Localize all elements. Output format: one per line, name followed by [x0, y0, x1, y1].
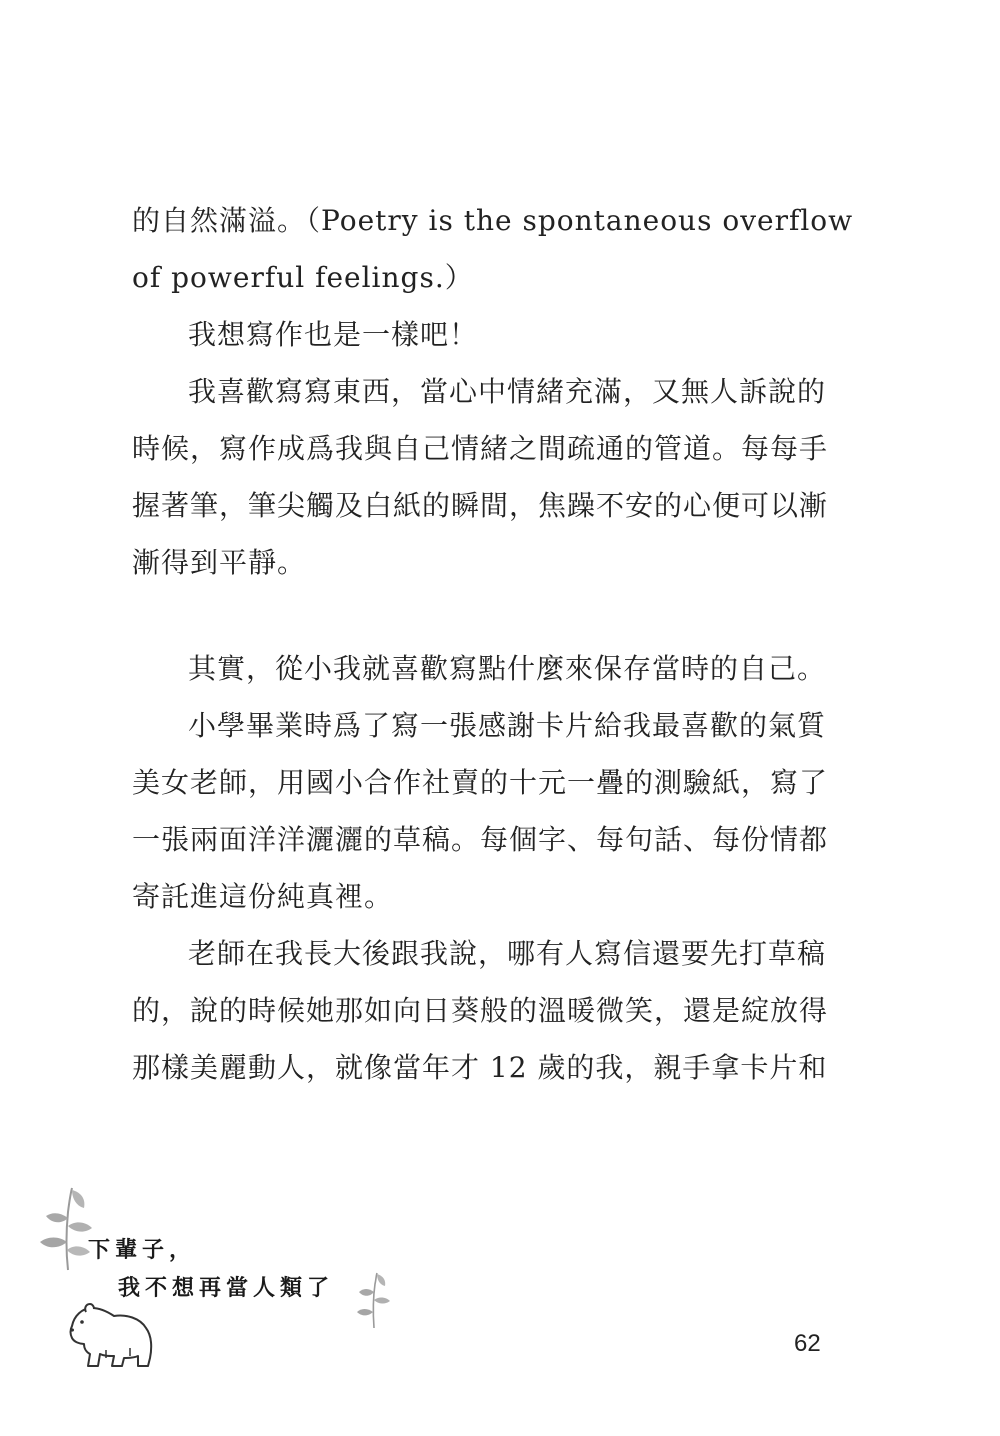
text-line: 其實，從小我就喜歡寫點什麼來保存當時的自己。: [188, 652, 827, 685]
text-line: 的自然滿溢。（Poetry is the spontaneous overflow: [132, 204, 854, 237]
text-line: 老師在我長大後跟我說，哪有人寫信還要先打草稿: [188, 937, 827, 970]
book-title-line-2: 我不想再當人類了: [118, 1276, 335, 1301]
text-line: 漸得到平靜。: [132, 546, 307, 579]
text-line: 時候，寫作成爲我與自己情緒之間疏通的管道。每每手: [132, 432, 829, 465]
text-line: of powerful feelings.）: [132, 261, 474, 294]
polar-bear-icon: [64, 1300, 160, 1372]
text-line: 我喜歡寫寫東西，當心中情緒充滿，又無人訴說的: [188, 375, 827, 408]
text-line: 那樣美麗動人，就像當年才 12 歲的我，親手拿卡片和: [132, 1051, 828, 1084]
text-line: 握著筆，筆尖觸及白紙的瞬間，焦躁不安的心便可以漸: [132, 489, 829, 522]
text-line: 寄託進這份純真裡。: [132, 880, 394, 913]
text-line: 一張兩面洋洋灑灑的草稿。每個字、每句話、每份情都: [132, 823, 829, 856]
body-text-block-2: [132, 640, 829, 1096]
text-line: 我想寫作也是一樣吧！: [188, 318, 479, 351]
text-line: 美女老師，用國小合作社賣的十元一疊的測驗紙，寫了: [132, 766, 829, 799]
text-line: 小學畢業時爲了寫一張感謝卡片給我最喜歡的氣質: [188, 709, 827, 742]
body-text-block-1: [132, 192, 854, 591]
book-title: [88, 1232, 334, 1308]
text-line: 的，說的時候她那如向日葵般的溫暖微笑，還是綻放得: [132, 994, 829, 1027]
book-title-line-1: 下輩子，: [88, 1238, 197, 1263]
page-number: 62: [794, 1330, 821, 1357]
leaf-sprig-icon: [352, 1270, 396, 1330]
